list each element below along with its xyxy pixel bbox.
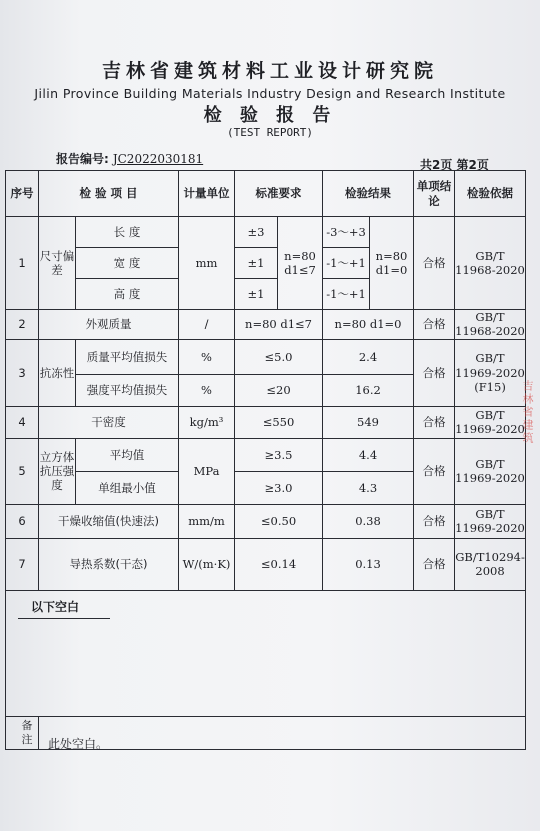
- table-row: [6, 310, 526, 340]
- header-result: 检验结果: [323, 171, 414, 217]
- report-number: [56, 150, 203, 167]
- page-info: 共2页 第2页: [420, 158, 489, 172]
- standard-cell: ≥3.0: [235, 471, 323, 504]
- sub-item: 高 度: [76, 279, 179, 310]
- result-cell: -1～+1: [323, 279, 370, 310]
- remarks-label: 备注: [21, 719, 33, 746]
- result-cell: 4.3: [323, 471, 414, 504]
- conclusion-cell: 合格: [414, 504, 455, 538]
- sub-item: 宽 度: [76, 248, 179, 279]
- basis-grade: (F15): [474, 379, 506, 394]
- blank-area: [5, 588, 526, 750]
- standard-cell: ≤0.50: [235, 504, 323, 538]
- sub-item: 单组最小值: [76, 471, 179, 504]
- doc-title-cn: 检 验 报 告: [203, 105, 337, 126]
- result-cell: 0.13: [323, 538, 414, 590]
- report-number-label: 报告编号:: [56, 152, 109, 166]
- unit-cell: mm: [179, 217, 235, 310]
- unit-cell: mm/m: [179, 504, 235, 538]
- conclusion-cell: 合格: [414, 538, 455, 590]
- row-number: 3: [6, 339, 39, 406]
- basis-cell: GB/T 11969-2020: [455, 504, 526, 538]
- item-cell: 干密度: [39, 406, 179, 438]
- item-group: 抗冻性: [39, 339, 76, 406]
- row-number: 7: [6, 538, 39, 590]
- org-name-cn: 吉林省建筑材料工业设计研究院: [101, 60, 438, 82]
- sub-item: 强度平均值损失: [76, 374, 179, 406]
- basis-standard: GB/T 11969-2020: [455, 351, 525, 380]
- standard-cell: ±1: [235, 279, 278, 310]
- header-basis: 检验依据: [455, 171, 526, 217]
- unit-cell: /: [179, 310, 235, 340]
- conclusion-cell: 合格: [414, 406, 455, 438]
- remarks-label-divider: [38, 716, 39, 749]
- standard-condition: n=80 d1≤7: [278, 217, 323, 310]
- basis-cell: GB/T 11968-2020: [455, 217, 526, 310]
- row-number: 1: [6, 217, 39, 310]
- table-row: [6, 538, 526, 590]
- standard-cell: ±3: [235, 217, 278, 248]
- result-cell: 2.4: [323, 339, 414, 374]
- standard-cell: n=80 d1≤7: [235, 310, 323, 340]
- sub-item: 平均值: [76, 438, 179, 471]
- result-cell: 549: [323, 406, 414, 438]
- result-cell: 4.4: [323, 438, 414, 471]
- standard-cell: ≥3.5: [235, 438, 323, 471]
- conclusion-cell: 合格: [414, 310, 455, 340]
- row-number: 6: [6, 504, 39, 538]
- remarks-text: 此处空白。: [48, 737, 109, 751]
- row-number: 4: [6, 406, 39, 438]
- result-cell: -3～+3: [323, 217, 370, 248]
- unit-cell: %: [179, 339, 235, 374]
- unit-cell: W/(m·K): [179, 538, 235, 590]
- basis-cell: GB/T 11969-2020: [455, 438, 526, 504]
- conclusion-cell: 合格: [414, 339, 455, 406]
- standard-cell: ≤0.14: [235, 538, 323, 590]
- conclusion-cell: 合格: [414, 217, 455, 310]
- basis-cell: GB/T 11968-2020: [455, 310, 525, 339]
- result-cell: n=80 d1=0: [323, 310, 414, 340]
- item-group: 立方体抗压强度: [39, 438, 76, 504]
- header-standard: 标准要求: [235, 171, 323, 217]
- unit-cell: kg/m³: [179, 406, 235, 438]
- report-number-value: JC2022030181: [112, 152, 204, 166]
- sub-item: 质量平均值损失: [76, 339, 179, 374]
- official-seal-stamp: 吉林省建筑: [521, 380, 534, 445]
- table-row: [6, 217, 526, 248]
- test-results-table: [5, 170, 526, 591]
- result-cell: 16.2: [323, 374, 414, 406]
- header-unit: 计量单位: [179, 171, 235, 217]
- table-row: [6, 406, 526, 438]
- header-item: 检 验 项 目: [39, 171, 179, 217]
- result-condition: n=80 d1=0: [370, 217, 414, 310]
- conclusion-cell: 合格: [414, 438, 455, 504]
- standard-cell: ≤20: [235, 374, 323, 406]
- item-cell: 干燥收缩值(快速法): [39, 504, 179, 538]
- item-cell: 导热系数(干态): [39, 538, 179, 590]
- unit-cell: %: [179, 374, 235, 406]
- header-seq: 序号: [6, 171, 39, 217]
- unit-cell: MPa: [179, 438, 235, 504]
- sub-item: 长 度: [76, 217, 179, 248]
- table-header-row: [6, 171, 526, 217]
- doc-title-en: (TEST REPORT): [226, 126, 314, 139]
- item-cell: 外观质量: [39, 310, 179, 340]
- table-row: [6, 339, 526, 374]
- remarks-divider: [6, 716, 525, 717]
- blank-note: 以下空白: [31, 600, 80, 614]
- row-number: 5: [6, 438, 39, 504]
- header-conclusion: 单项结论: [414, 171, 455, 217]
- item-group: 尺寸偏差: [39, 217, 76, 310]
- standard-cell: ±1: [235, 248, 278, 279]
- standard-cell: ≤550: [235, 406, 323, 438]
- blank-note-underline: [18, 618, 110, 619]
- basis-cell: GB/T 11969-2020: [455, 407, 525, 437]
- basis-cell: GB/T10294-2008: [455, 538, 526, 590]
- result-cell: 0.38: [323, 504, 414, 538]
- table-row: [6, 438, 526, 471]
- result-cell: -1～+1: [323, 248, 370, 279]
- table-row: [6, 504, 526, 538]
- row-number: 2: [6, 310, 39, 340]
- org-name-en: Jilin Province Building Materials Industry Design and Research Institute: [34, 86, 506, 101]
- standard-cell: ≤5.0: [235, 339, 323, 374]
